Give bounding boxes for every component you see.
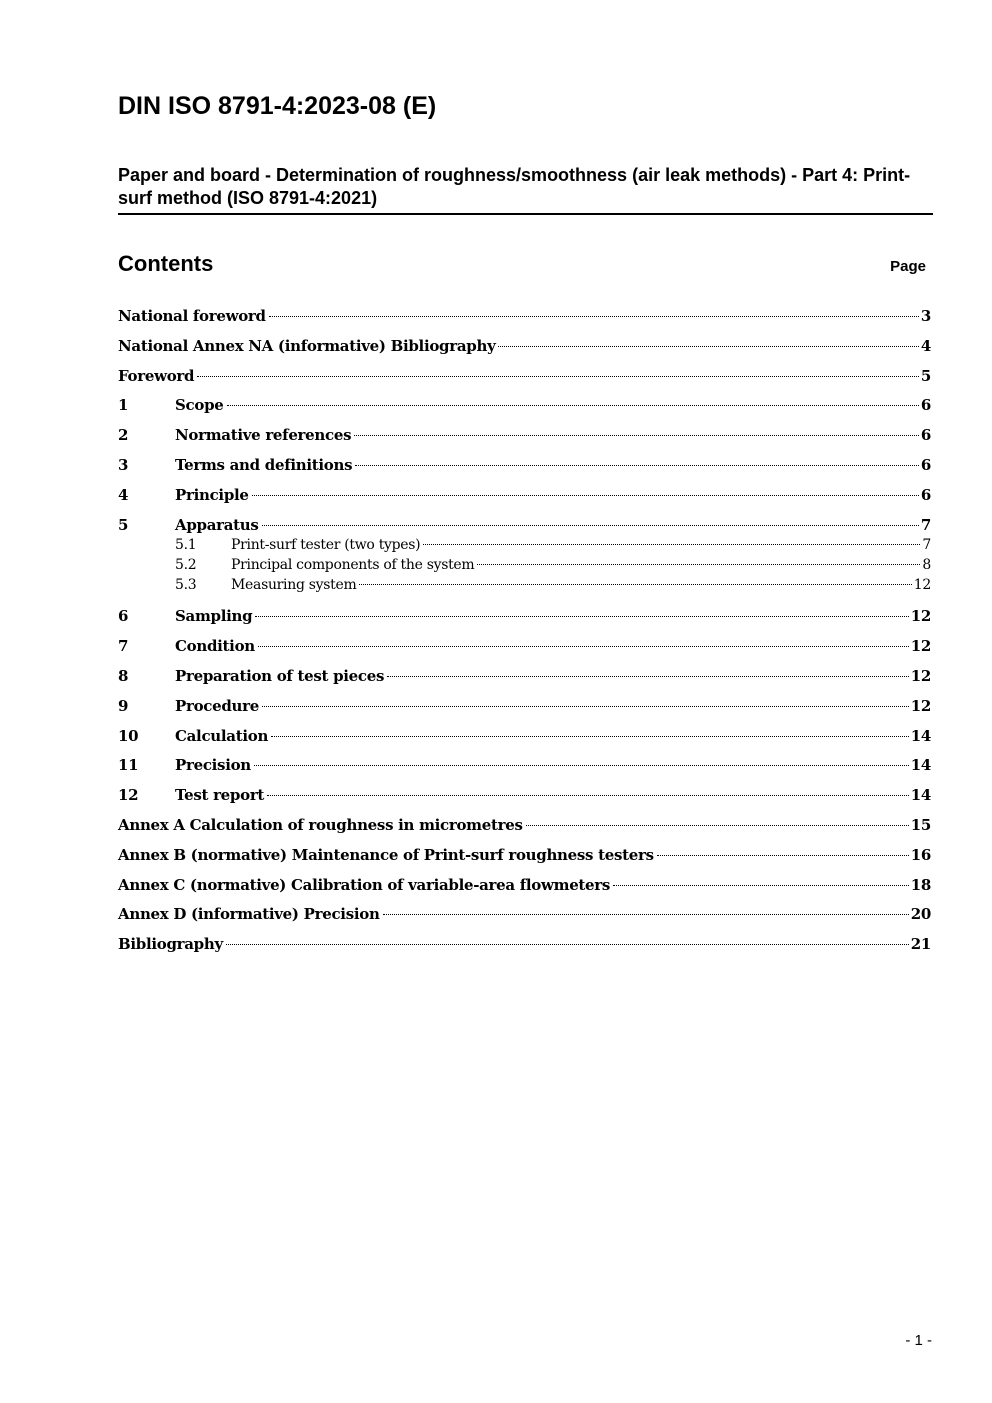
toc-leader <box>197 376 919 377</box>
toc-entry[interactable] <box>118 635 931 665</box>
toc-entry-label: Normative references <box>175 426 352 445</box>
toc-entry-number: 7 <box>118 637 129 656</box>
toc-entry[interactable] <box>118 394 931 424</box>
toc-leader <box>269 316 919 317</box>
toc-subentry-number: 5.3 <box>175 577 197 594</box>
toc-entry-label: Sampling <box>175 607 253 626</box>
toc-entry-label: National foreword <box>118 307 266 325</box>
toc-entry-number: 4 <box>118 485 129 504</box>
toc-entry-number: 8 <box>118 666 129 685</box>
toc-entry-label: Preparation of test pieces <box>175 666 385 685</box>
toc-subentry[interactable] <box>118 535 931 555</box>
toc-leader <box>262 706 909 707</box>
toc-entry-page: 21 <box>910 935 931 954</box>
toc-entry-number: 5 <box>118 515 129 534</box>
toc-entry-label: Procedure <box>175 696 260 715</box>
toc-subentry[interactable] <box>118 575 931 605</box>
toc-leader <box>477 564 920 565</box>
toc-entry-label: National Annex NA (informative) Bibliography <box>118 336 496 355</box>
toc-leader <box>258 646 909 647</box>
toc-entry[interactable] <box>118 605 931 635</box>
toc-subentry-number: 5.2 <box>175 557 197 574</box>
toc-entry-page: 18 <box>910 875 931 894</box>
toc-entry-number: 1 <box>118 396 129 415</box>
toc-entry-label: Bibliography <box>118 935 223 954</box>
toc-entry[interactable] <box>118 424 931 454</box>
toc-subentry-number: 5.1 <box>175 537 197 554</box>
document-subtitle: Paper and board - Determination of roughness/smoothness (air leak methods) - Part 4: Print-surf method (ISO 8791-4:2021) <box>118 164 933 215</box>
toc-leader <box>613 885 909 886</box>
table-of-contents <box>118 305 931 963</box>
document-title: DIN ISO 8791-4:2023-08 (E) <box>118 92 437 120</box>
toc-entry-label: Principle <box>175 485 249 504</box>
toc-leader <box>252 495 919 496</box>
toc-entry-number: 3 <box>118 455 129 474</box>
toc-entry-page: 6 <box>920 426 931 445</box>
toc-entry-label: Annex B (normative) Maintenance of Print-surf roughness testers <box>118 845 654 864</box>
toc-entry-page: 14 <box>910 756 931 775</box>
toc-entry[interactable] <box>118 665 931 695</box>
toc-entry[interactable] <box>118 874 931 904</box>
toc-entry[interactable] <box>118 725 931 755</box>
toc-entry-number: 10 <box>118 726 139 745</box>
toc-entry-label: Apparatus <box>175 515 259 534</box>
toc-entry-label: Calculation <box>175 726 269 745</box>
toc-subentry-page: 12 <box>913 577 931 594</box>
toc-entry-page: 5 <box>920 366 931 385</box>
toc-leader <box>498 346 918 347</box>
toc-entry[interactable] <box>118 784 931 814</box>
toc-entry-number: 6 <box>118 607 129 626</box>
toc-entry-page: 12 <box>910 607 931 626</box>
toc-leader <box>657 855 909 856</box>
page-number: - 1 - <box>905 1332 932 1349</box>
toc-entry-label: Condition <box>175 637 255 656</box>
toc-entry-page: 12 <box>910 666 931 685</box>
toc-leader <box>423 544 920 545</box>
contents-heading: Contents <box>118 251 214 276</box>
page-column-label: Page <box>890 258 926 275</box>
toc-leader <box>255 616 908 617</box>
toc-entry-page: 6 <box>920 455 931 474</box>
toc-entry-page: 16 <box>910 845 931 864</box>
toc-subentry-label: Print-surf tester (two types) <box>231 537 421 554</box>
toc-entry-label: Terms and definitions <box>175 455 353 474</box>
toc-entry-label: Scope <box>175 396 224 415</box>
toc-entry-page: 12 <box>910 696 931 715</box>
toc-entry-label: Precision <box>175 756 251 775</box>
toc-subentry[interactable] <box>118 555 931 575</box>
toc-subentry-label: Principal components of the system <box>231 557 475 574</box>
toc-entry-label: Foreword <box>118 366 195 385</box>
toc-entry[interactable] <box>118 903 931 933</box>
toc-leader <box>526 825 909 826</box>
toc-leader <box>267 795 909 796</box>
toc-leader <box>227 405 919 406</box>
toc-entry-label: Annex C (normative) Calibration of variable-area flowmeters <box>118 875 611 894</box>
toc-entry-number: 11 <box>118 756 139 775</box>
toc-entry[interactable] <box>118 484 931 514</box>
toc-leader <box>359 584 911 585</box>
toc-entry-page: 14 <box>910 786 931 805</box>
toc-entry-page: 6 <box>920 396 931 415</box>
toc-entry-page: 15 <box>910 815 931 834</box>
toc-entry-number: 12 <box>118 786 139 805</box>
toc-entry[interactable] <box>118 754 931 784</box>
toc-entry-page: 14 <box>910 726 931 745</box>
toc-leader <box>383 914 909 915</box>
toc-leader <box>226 944 909 945</box>
toc-subentry-label: Measuring system <box>231 577 357 594</box>
toc-entry-number: 9 <box>118 696 129 715</box>
toc-leader <box>355 465 919 466</box>
toc-leader <box>387 676 909 677</box>
toc-entry-page: 7 <box>920 515 931 534</box>
toc-leader <box>271 736 909 737</box>
toc-entry[interactable] <box>118 814 931 844</box>
toc-entry-label: Test report <box>175 786 265 805</box>
toc-entry-label: Annex A Calculation of roughness in micrometres <box>118 815 523 834</box>
toc-entry[interactable] <box>118 844 931 874</box>
toc-leader <box>254 765 909 766</box>
toc-entry-page: 20 <box>910 905 931 924</box>
toc-entry-page: 6 <box>920 485 931 504</box>
toc-entry[interactable] <box>118 933 931 963</box>
toc-entry[interactable] <box>118 454 931 484</box>
toc-entry[interactable] <box>118 695 931 725</box>
toc-entry[interactable] <box>118 305 931 335</box>
toc-entry-number: 2 <box>118 426 129 445</box>
toc-subentry-page: 8 <box>922 557 931 574</box>
toc-leader <box>354 435 919 436</box>
toc-entry-page: 3 <box>920 307 931 325</box>
toc-entry-page: 12 <box>910 637 931 656</box>
toc-leader <box>262 525 919 526</box>
toc-entry[interactable] <box>118 335 931 365</box>
toc-subentry-page: 7 <box>922 537 931 554</box>
toc-entry-page: 4 <box>920 336 931 355</box>
toc-entry-label: Annex D (informative) Precision <box>118 905 380 924</box>
toc-entry[interactable] <box>118 365 931 395</box>
